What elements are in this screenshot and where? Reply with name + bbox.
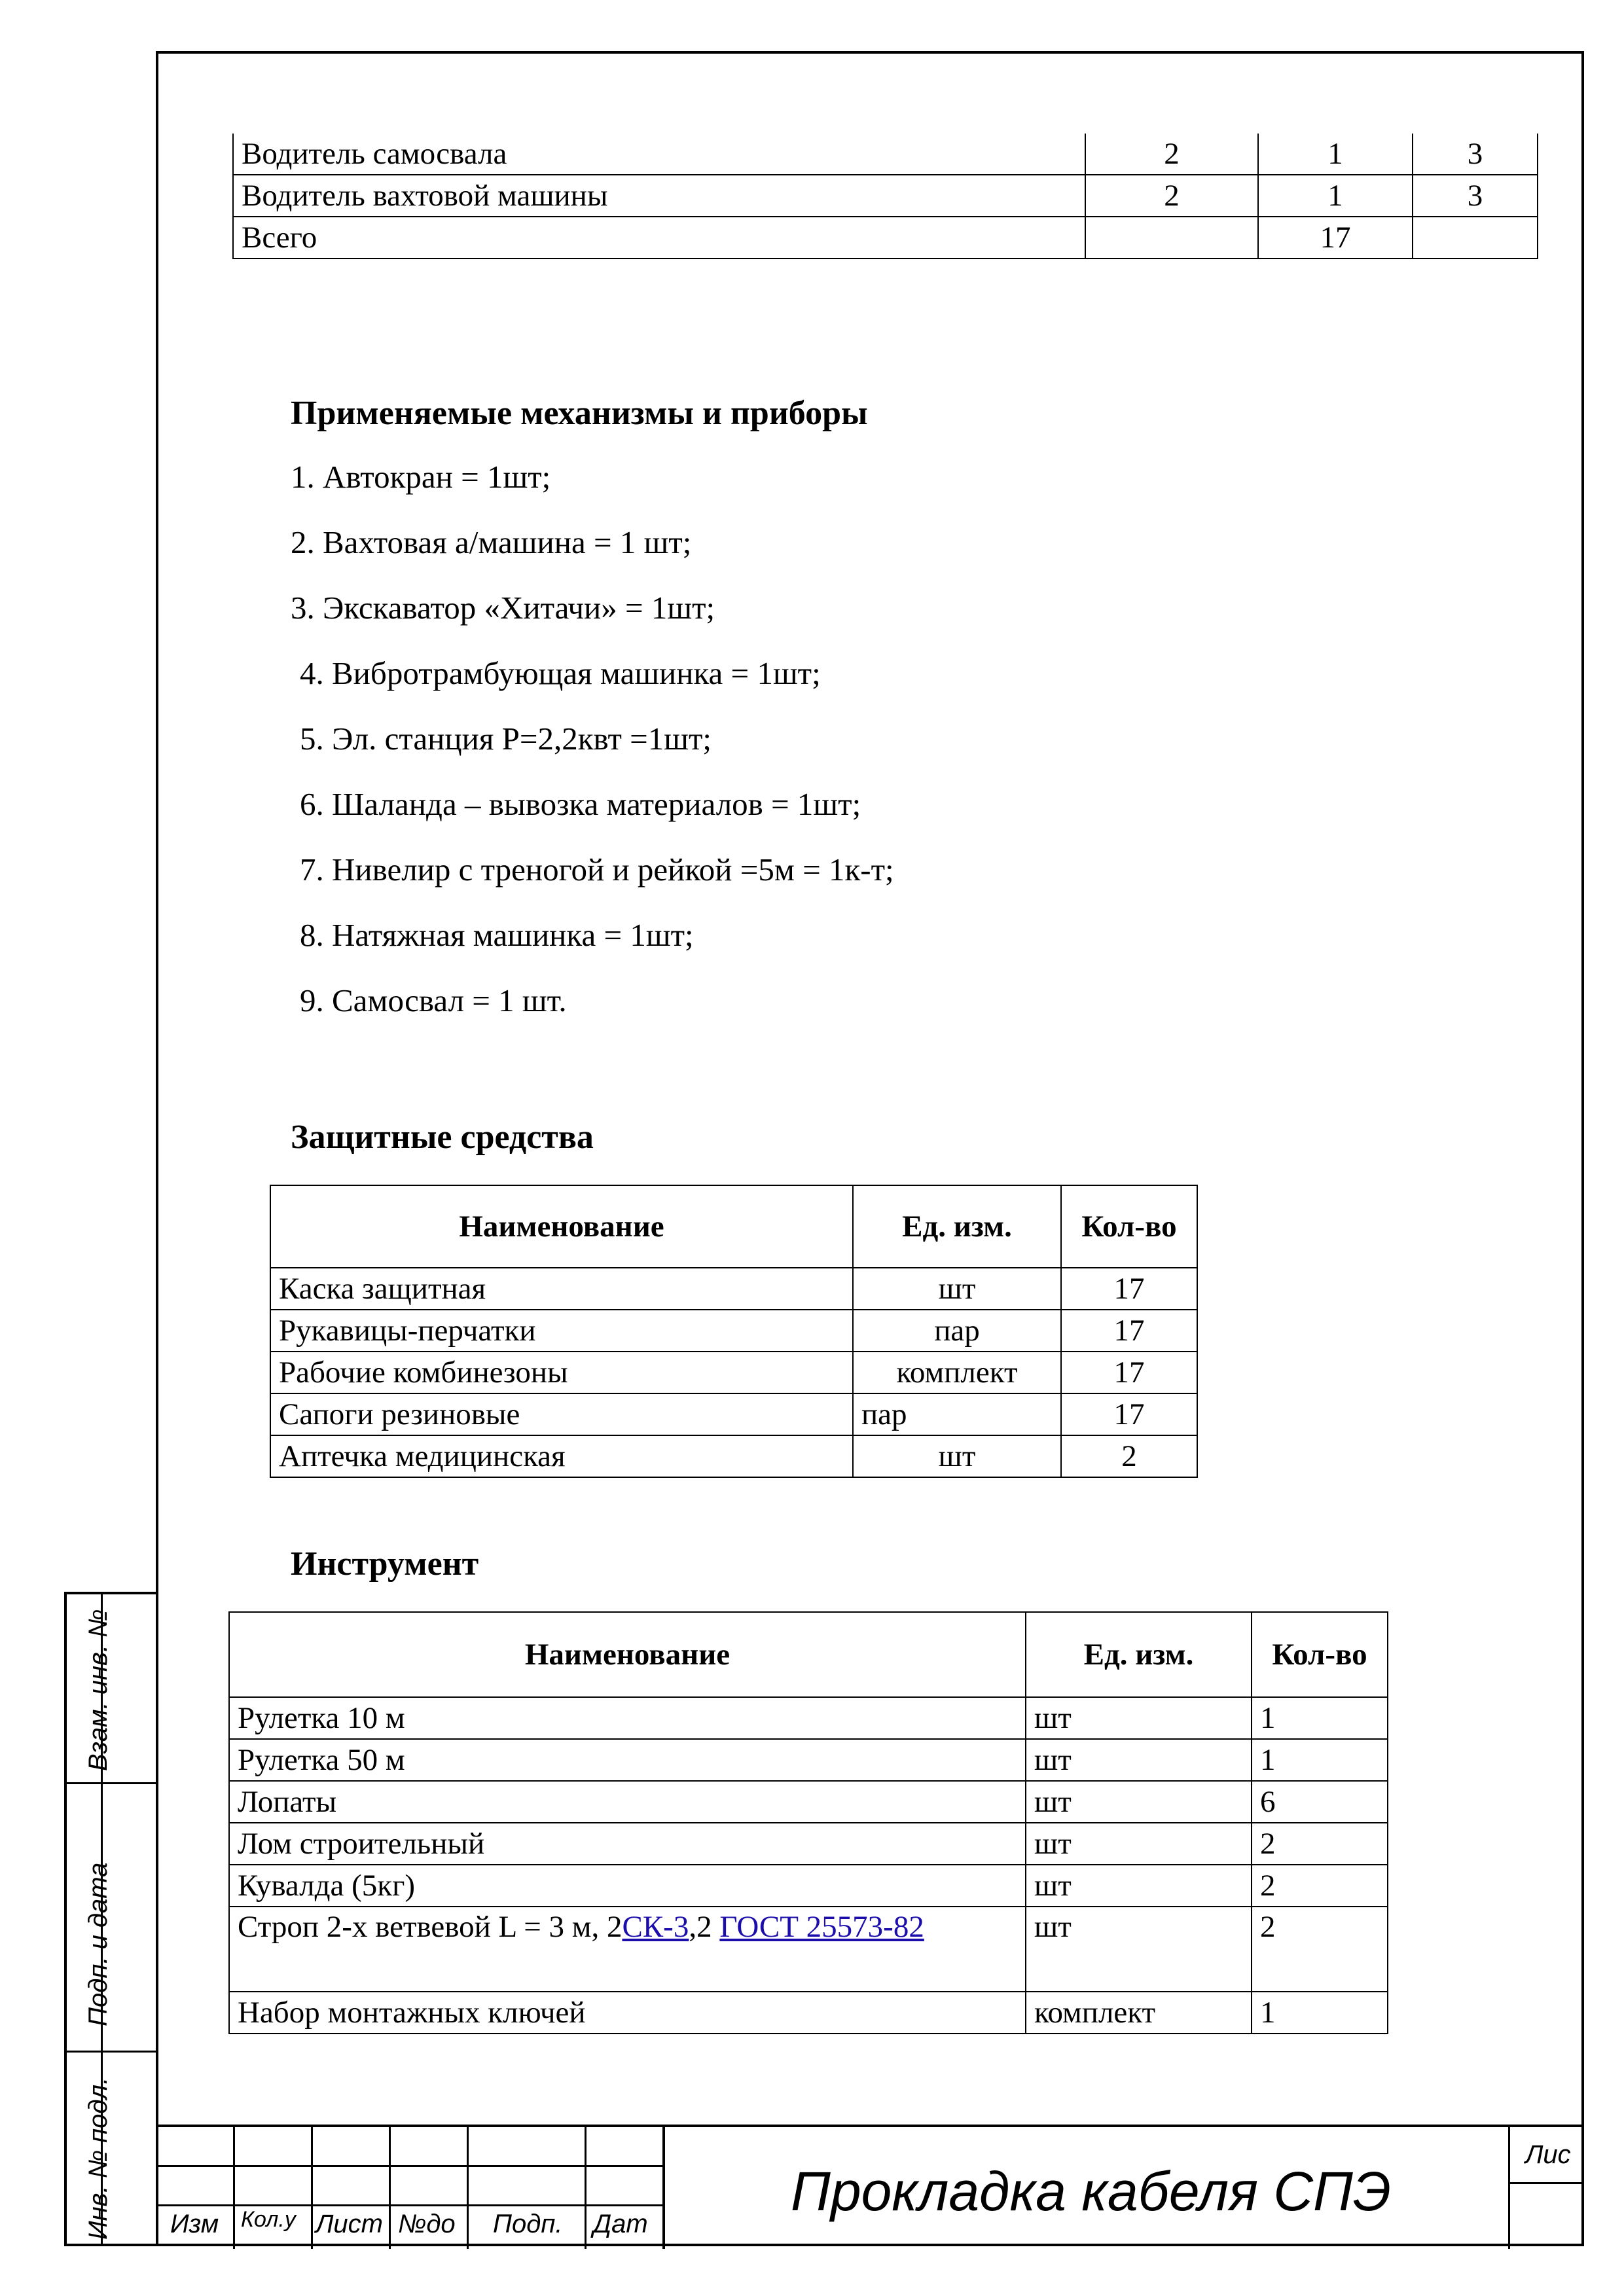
column-label: Дат	[593, 2210, 648, 2238]
column-header: Кол-во	[1061, 1185, 1197, 1268]
side-cell	[67, 1594, 157, 1784]
column-label: Изм	[170, 2210, 219, 2238]
strop-text: ,2	[689, 1910, 720, 1944]
table-row	[233, 175, 1538, 217]
staff-value: 17	[1258, 217, 1413, 259]
tool-name	[229, 1907, 1026, 1992]
table-header-row	[229, 1612, 1388, 1697]
list-item: 7. Нивелир с треногой и рейкой =5м = 1к-т;	[300, 852, 894, 888]
sk3-link[interactable]: СК-3	[622, 1910, 689, 1944]
table-row	[270, 1393, 1197, 1435]
tool-unit: шт	[1026, 1823, 1252, 1865]
tool-qty: 2	[1252, 1907, 1388, 1992]
staff-name: Всего	[233, 217, 1085, 259]
list-item: 6. Шаланда – вывозка материалов = 1шт;	[300, 786, 861, 822]
side-strip	[64, 1592, 157, 2246]
tool-unit: шт	[1026, 1739, 1252, 1781]
list-item: 3. Экскаватор «Хитачи» = 1шт;	[291, 590, 715, 626]
tool-name: Рулетка 50 м	[229, 1739, 1026, 1781]
item-qty: 17	[1061, 1393, 1197, 1435]
list-item: 4. Вибротрамбующая машинка = 1шт;	[300, 655, 821, 691]
tool-qty: 1	[1252, 1697, 1388, 1739]
tool-qty: 6	[1252, 1781, 1388, 1823]
column-header: Ед. изм.	[853, 1185, 1061, 1268]
table-row	[233, 217, 1538, 259]
table-row	[229, 1992, 1388, 2034]
column-header: Ед. изм.	[1026, 1612, 1252, 1697]
column-header: Наименование	[229, 1612, 1026, 1697]
item-name: Рукавицы-перчатки	[270, 1310, 853, 1352]
table-row	[229, 1697, 1388, 1739]
machines-heading: Применяемые механизмы и приборы	[291, 395, 868, 432]
staff-value: 3	[1413, 134, 1538, 175]
tools-table	[228, 1611, 1388, 2034]
item-qty: 17	[1061, 1268, 1197, 1310]
staff-value	[1413, 217, 1538, 259]
tool-name: Набор монтажных ключей	[229, 1992, 1026, 2034]
staff-name: Водитель самосвала	[233, 134, 1085, 175]
tool-qty: 2	[1252, 1823, 1388, 1865]
item-unit: комплект	[853, 1352, 1061, 1393]
staff-value: 2	[1085, 134, 1258, 175]
side-label: Подп. и дата	[84, 1862, 113, 2026]
tool-name: Лом строительный	[229, 1823, 1026, 1865]
tool-qty: 1	[1252, 1992, 1388, 2034]
list-item: 9. Самосвал = 1 шт.	[300, 982, 567, 1018]
tools-heading: Инструмент	[291, 1545, 479, 1583]
item-unit: пар	[853, 1310, 1061, 1352]
list-item: 5. Эл. станция Р=2,2квт =1шт;	[300, 721, 712, 757]
strop-text: Строп 2-х ветвевой L = 3 м, 2	[238, 1910, 623, 1944]
list-item: 2. Вахтовая а/машина = 1 шт;	[291, 524, 692, 560]
side-label: Инв. № подл.	[84, 2077, 113, 2240]
column-label: №до	[398, 2210, 456, 2238]
table-row	[229, 1823, 1388, 1865]
staff-value	[1085, 217, 1258, 259]
table-row	[229, 1739, 1388, 1781]
staff-table	[232, 134, 1538, 259]
tool-name: Рулетка 10 м	[229, 1697, 1026, 1739]
item-qty: 17	[1061, 1352, 1197, 1393]
gost-link[interactable]: ГОСТ 25573-82	[719, 1910, 924, 1944]
table-row	[229, 1907, 1388, 1992]
side-cell	[67, 1784, 157, 2053]
item-unit: шт	[853, 1435, 1061, 1477]
table-row	[233, 134, 1538, 175]
column-header: Наименование	[270, 1185, 853, 1268]
tool-qty: 2	[1252, 1865, 1388, 1907]
table-row	[229, 1865, 1388, 1907]
item-qty: 2	[1061, 1435, 1197, 1477]
item-unit: пар	[853, 1393, 1061, 1435]
tool-unit: комплект	[1026, 1992, 1252, 2034]
column-label: Кол.у	[241, 2207, 296, 2232]
item-name: Каска защитная	[270, 1268, 853, 1310]
protective-table	[270, 1185, 1198, 1478]
item-name: Рабочие комбинезоны	[270, 1352, 853, 1393]
staff-name: Водитель вахтовой машины	[233, 175, 1085, 217]
staff-value: 3	[1413, 175, 1538, 217]
table-row	[270, 1268, 1197, 1310]
tool-unit: шт	[1026, 1865, 1252, 1907]
tool-unit: шт	[1026, 1907, 1252, 1992]
protective-heading: Защитные средства	[291, 1119, 594, 1156]
list-item: 1. Автокран = 1шт;	[291, 459, 551, 495]
tool-unit: шт	[1026, 1697, 1252, 1739]
item-name: Сапоги резиновые	[270, 1393, 853, 1435]
item-name: Аптечка медицинская	[270, 1435, 853, 1477]
column-label: Лист	[316, 2210, 383, 2238]
staff-value: 1	[1258, 175, 1413, 217]
document-title: Прокладка кабеля СПЭ	[791, 2161, 1392, 2222]
column-header: Кол-во	[1252, 1612, 1388, 1697]
tool-qty: 1	[1252, 1739, 1388, 1781]
staff-value: 1	[1258, 134, 1413, 175]
list-item: 8. Натяжная машинка = 1шт;	[300, 917, 694, 953]
side-label: Взам. инв. №	[84, 1609, 113, 1771]
table-row	[270, 1435, 1197, 1477]
side-cell	[67, 2053, 157, 2246]
table-header-row	[270, 1185, 1197, 1268]
tool-unit: шт	[1026, 1781, 1252, 1823]
item-unit: шт	[853, 1268, 1061, 1310]
sheet-label: Лис	[1525, 2140, 1571, 2169]
column-label: Подп.	[493, 2210, 563, 2238]
staff-value: 2	[1085, 175, 1258, 217]
title-block	[156, 2125, 1584, 2246]
tool-name: Лопаты	[229, 1781, 1026, 1823]
table-row	[270, 1352, 1197, 1393]
tool-name: Кувалда (5кг)	[229, 1865, 1026, 1907]
table-row	[229, 1781, 1388, 1823]
item-qty: 17	[1061, 1310, 1197, 1352]
table-row	[270, 1310, 1197, 1352]
